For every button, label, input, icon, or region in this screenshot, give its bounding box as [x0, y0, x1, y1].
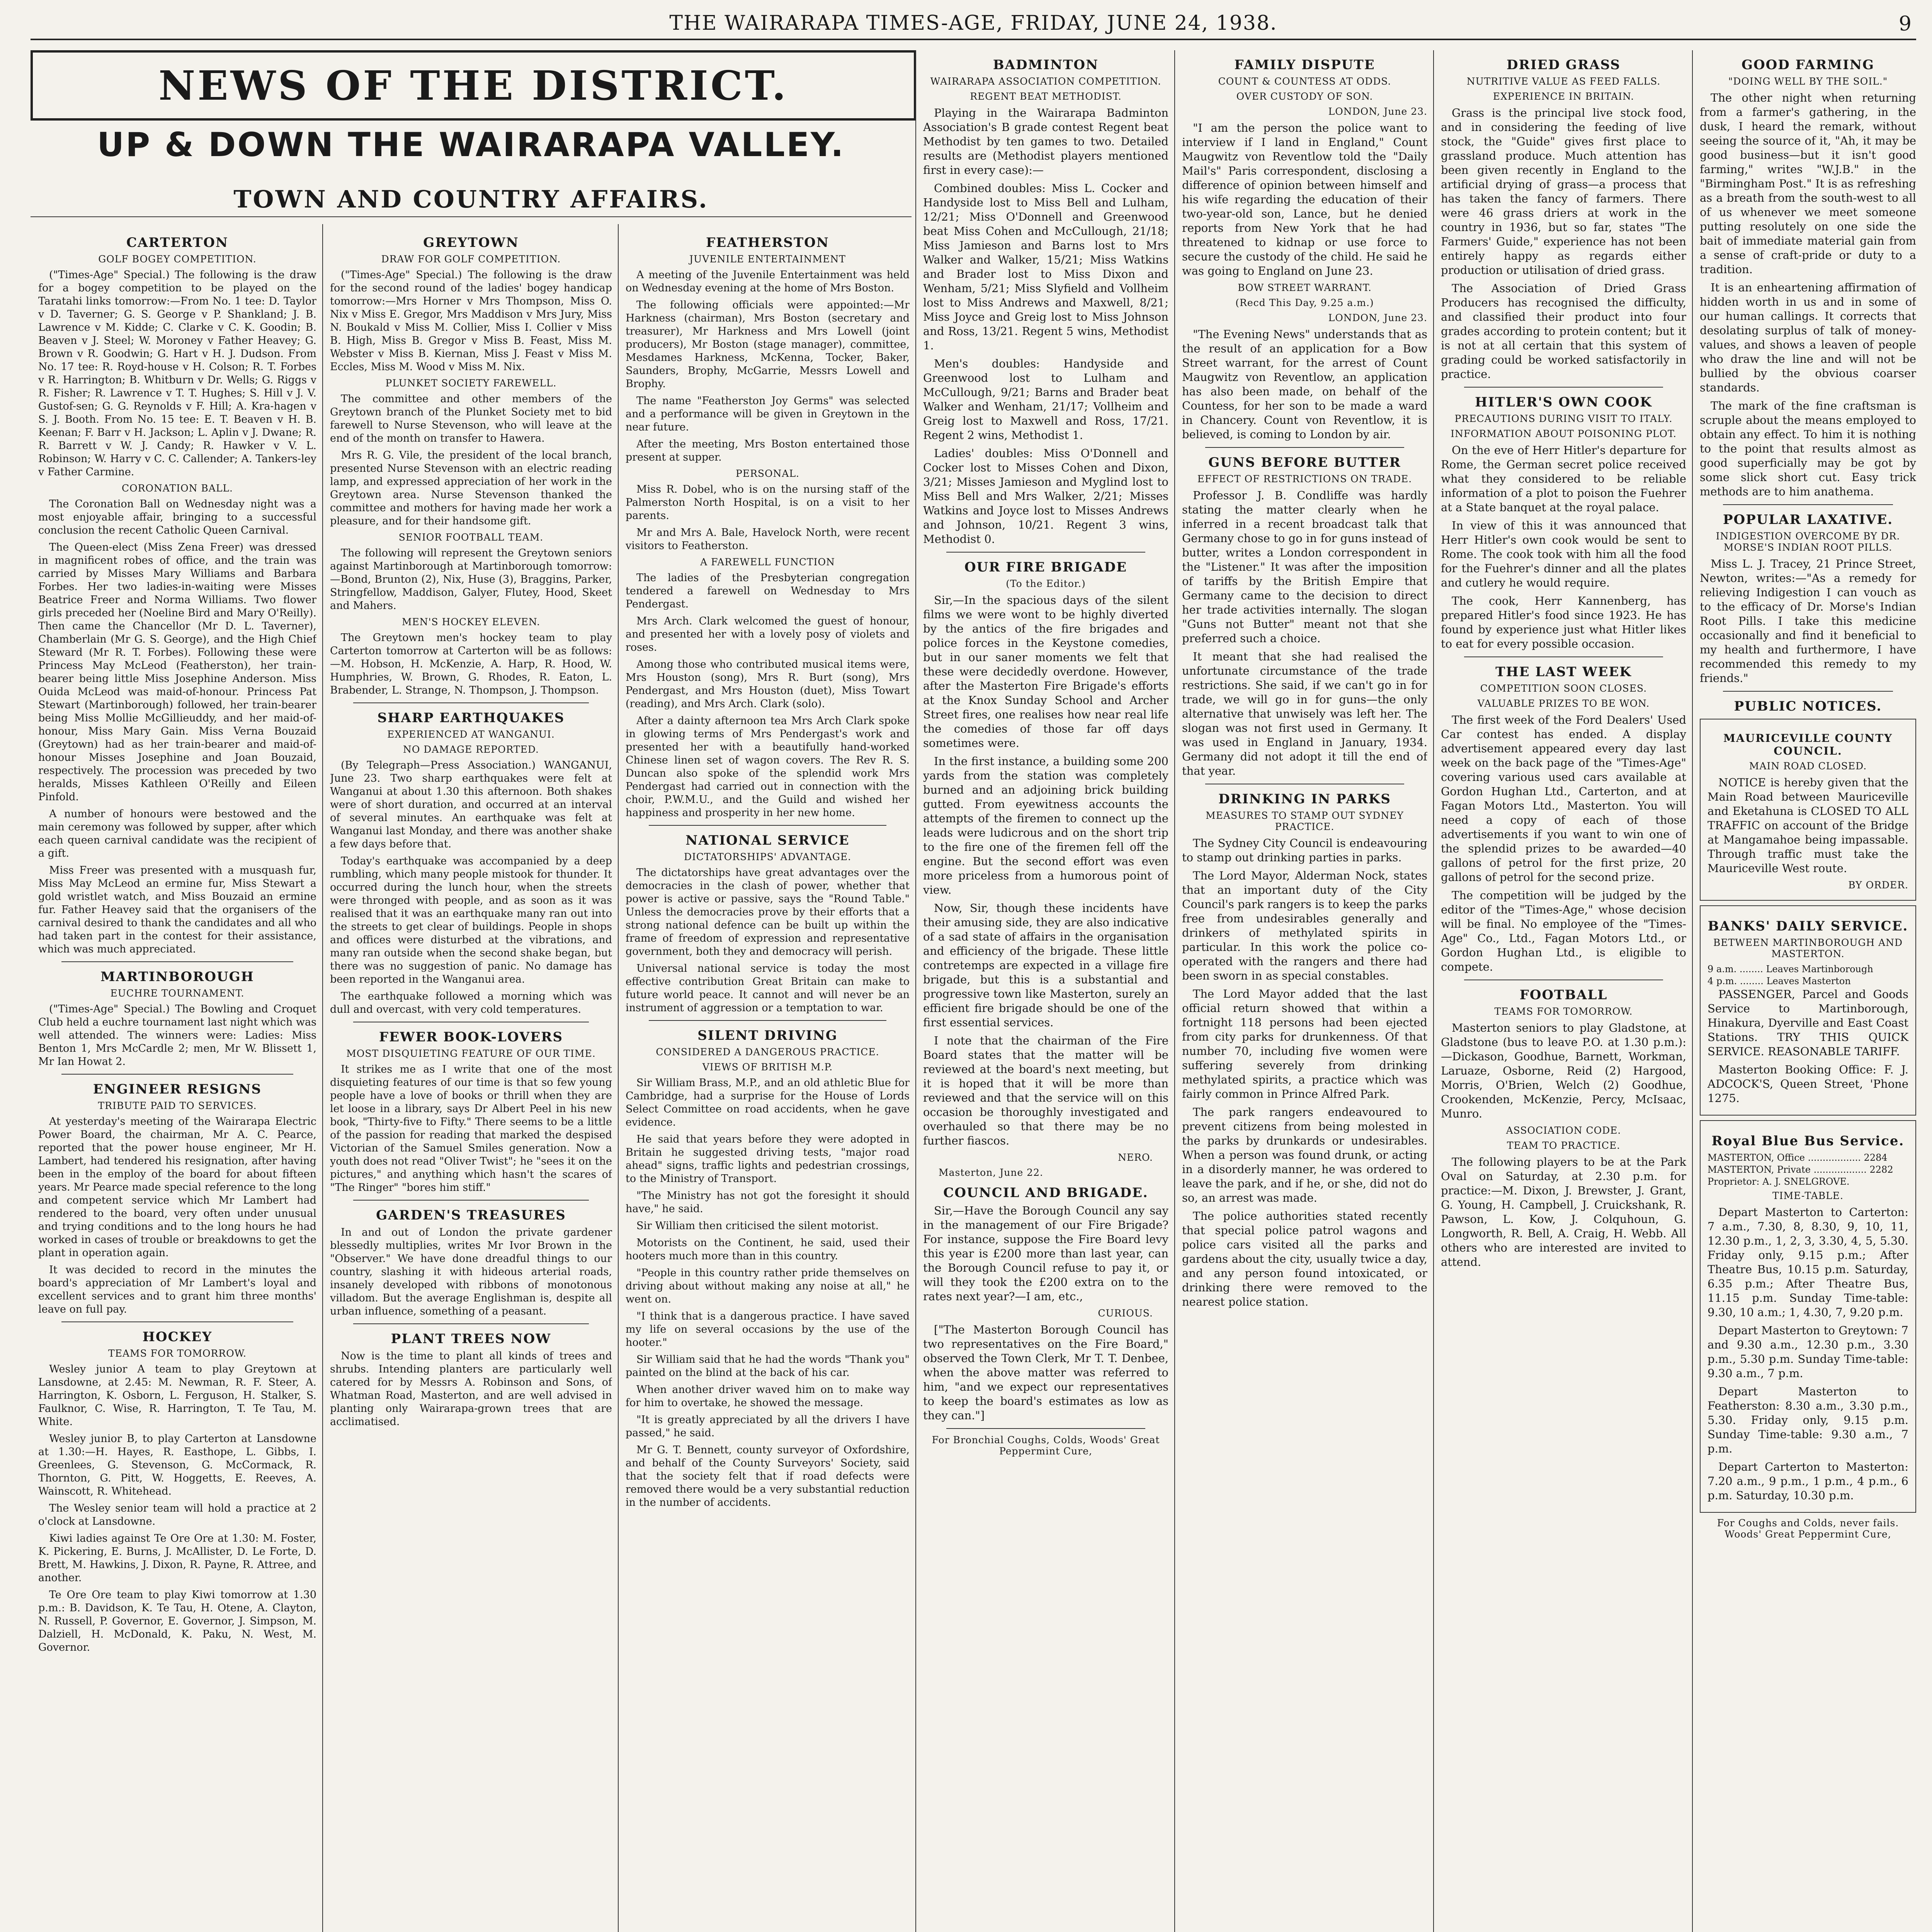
tribute-subheading: TRIBUTE PAID TO SERVICES. [98, 1100, 257, 1111]
article-paragraph: Sir William then criticised the silent motorist. [636, 1220, 879, 1232]
restrictions-subheading: EFFECT OF RESTRICTIONS ON TRADE. [1197, 473, 1412, 485]
national-service-heading: NATIONAL SERVICE [685, 833, 850, 848]
column-carterton [38, 228, 316, 1932]
juvenile-subheading: JUVENILE ENTERTAINMENT [689, 253, 846, 265]
article-paragraph: ["The Masterton Borough Council has two representatives on the Fire Board," observed the Town Clerk, Mr T. T. Denbee, when the above matter was referred to him, "and we expect our representatives to keep the board's estimates as low as they can."] [923, 1323, 1168, 1422]
signature-curious: CURIOUS. [1098, 1308, 1153, 1319]
regent-subheading: REGENT BEAT METHODIST. [970, 91, 1122, 102]
article-paragraph: Today's earthquake was accompanied by a deep rumbling, which many people mistook for thunder. It occurred during the lunch hour, when the streets were thronged with people, and as soon as it was realised that it was an earthquake many ran out into the streets to get clear of buildings. People in shops and offices were disturbed at the vibrations, and many ran outside when the second shake began, but there was no suggestion of panic. No damage has been reported in the Wanganui area. [330, 855, 612, 985]
column-badminton [923, 50, 1168, 1932]
dateline: Masterton, June 22. [939, 1167, 1043, 1178]
indigestion-subheading: INDIGESTION OVERCOME BY DR. MORSE'S INDIAN ROOT PILLS. [1716, 531, 1900, 553]
engineer-heading: ENGINEER RESIGNS [93, 1082, 262, 1097]
notice-text: NOTICE is hereby given that the Main Road between Mauriceville and Eketahuna is CLOSED TO ALL TRAFFIC on account of the Bridge at Mangamahoe being impassable. Through traffic must take the Mauriceville West route. [1708, 776, 1908, 875]
article-paragraph: Among those who contributed musical items were, Mrs Houston (song), Mrs R. Burt (song), Mrs Pendergast, and Mrs Houston (duet), Miss Towart (reading), and Mrs Arch. Clark (solo). [626, 658, 910, 710]
book-lovers-heading: FEWER BOOK-LOVERS [379, 1029, 563, 1045]
article-paragraph: The earthquake followed a morning which was dull and overcast, with very cold temperatures. [330, 990, 612, 1015]
golf-subheading: GOLF BOGEY COMPETITION. [98, 253, 257, 265]
article-paragraph: Sir,—Have the Borough Council any say in the management of our Fire Brigade? For instance, suppose the Fire Board levy this year is £200 more than last year, can the Borough Council refuse to pay it, or will they took the £200 extra on to the rates next year?—I am, etc., [923, 1204, 1168, 1303]
to-editor-note: (To the Editor.) [1006, 578, 1086, 589]
article-paragraph: Miss Freer was presented with a musquash fur, Miss May McLeod an ermine fur, Miss Stewart a gold wristlet watch, and Miss Bouzaid an ermine fur. Father Heavey said that the organisers of the carnival desired to thank the candidates and all who had taken part in the contest for their assistance, which was much appreciated. [38, 864, 316, 955]
article-paragraph: The Lord Mayor, Alderman Nock, states that an important duty of the City Council's park rangers is to keep the parks free from undesirables generally and drinkers of methylated spirits in particular. In this work the police co-operated with the rangers and there had been sworn in as special constables. [1182, 869, 1427, 982]
section-rule [1723, 691, 1893, 692]
article-paragraph: In and out of London the private gardener blessedly multiplies, writes Mr Ivor Brown in the "Observer." We have done dreadful things to our country, slashing it with hideous arterial roads, insanely developed with ribbons of monotonous villadom. But the average Englishman is, despite all urban influence, something of a peasant. [330, 1226, 612, 1317]
article-paragraph: The first week of the Ford Dealers' Used Car contest has ended. A display advertisement appeared every day last week on the back page of the "Times-Age" covering various used cars available at Gordon Hughan Ltd., Carterton, and at Fagan Motors Ltd., Masterton. You will need a copy of each of those advertisements if you want to win one of the splendid prizes to be awarded—40 gallons of petrol for the first prize, 20 gallons of petrol for the second prize. [1441, 713, 1686, 884]
featherston-heading: FEATHERSTON [706, 235, 829, 250]
article-paragraph: Now, Sir, though these incidents have their amusing side, they are also indicative of a sad state of affairs in the organisation and efficiency of the brigade. These little contretemps are expected in a village fire brigade, but this is a substantial and progressive town like Masterton, surely an efficient fire brigade should be one of the first essential services. [923, 901, 1168, 1029]
farewell-subheading: A FAREWELL FUNCTION [700, 556, 835, 568]
royal-blue-box [1700, 1120, 1916, 1513]
article-paragraph: A number of honours were bestowed and the main ceremony was followed by supper, after which each queen carnival candidate was the recipient of a gift. [38, 808, 316, 859]
dangerous-subheading: CONSIDERED A DANGEROUS PRACTICE. [656, 1046, 879, 1058]
article-paragraph: Kiwi ladies against Te Ore Ore at 1.30: M. Foster, K. Pickering, E. Burns, J. McAllister, D. Le Forte, D. Brett, M. Hawkins, J. Dixon, R. Payne, R. Attree, and another. [38, 1532, 316, 1584]
council-heading: MAURICEVILLE COUNTY COUNCIL. [1723, 732, 1893, 757]
laxative-heading: POPULAR LAXATIVE. [1723, 512, 1893, 527]
up-and-down-banner: UP & DOWN THE WAIRARAPA VALLEY. [97, 126, 845, 164]
article-paragraph: Sir William Brass, M.P., and an old athletic Blue for Cambridge, had a surprise for the House of Lords Select Committee on road accidents, when he gave evidence. [626, 1077, 910, 1128]
article-paragraph: The Sydney City Council is endeavouring to stamp out drinking parties in parks. [1182, 837, 1427, 864]
earthquake-heading: SHARP EARTHQUAKES [377, 710, 565, 726]
section-rule [946, 1428, 1145, 1429]
column-family-dispute [1182, 50, 1427, 1932]
golf-draw-text: ("Times-Age" Special.) The following is the draw for a bogey competition to be played on the Taratahi links tomorrow:—From No. 1 tee: D. Taylor v D. Taverner; G. S. George v P. Shankland; J. B. Lawrence v M. Kidde; C. Clarke v C. K. Goodin; B. Beaven v J. Steel; W. Moroney v Father Heavey; G. Brown v R. Goodwin; G. Hart v H. J. Dudson. From No. 17 tee: R. Royd-house v H. Colson; R. T. Forbes v R. Harrington; B. Whitburn v Dr. Wells; G. Riggs v R. Fisher; R. Lawrence v T. T. Hughes; S. Hill v J. V. Gustof-sen; G. G. Reynolds v F. Hill; A. Kra-hagen v S. J. Booth. From No. 15 tee: E. T. Beaven v H. B. Keenan; F. Barr v H. Jackson; L. Aplin v J. Dwane; R. R. Barrett v W. J. Candy; R. Hawker v V. L. Robinson; W. Harry v C. C. Callender; A. Tankers-ley v Father Carmine. [38, 269, 316, 478]
wanganui-subheading: EXPERIENCED AT WANGANUI. [387, 729, 555, 740]
dateline: LONDON, June 23. [1328, 106, 1427, 117]
warrant-subheading: BOW STREET WARRANT. [1238, 282, 1372, 293]
practice-subheading: TEAM TO PRACTICE. [1507, 1140, 1621, 1151]
article-paragraph: Men's doubles: Handyside and Greenwood lost to Lulham and McCullough, 9/21; Barns and Brader beat Walker and Wenham, 21/17; Vollheim and Greig lost to Maxwell and Ross, 17/21. Regent 2 wins, Methodist 1. [923, 357, 1168, 442]
section-rule [1464, 656, 1663, 657]
article-paragraph: It was decided to record in the minutes the board's appreciation of Mr Lambert's loyal and excellent services and to grant him three months' leave on full pay. [38, 1264, 316, 1315]
section-rule [1464, 387, 1663, 388]
route-subheading: BETWEEN MARTINBOROUGH AND MASTERTON. [1713, 937, 1903, 959]
plunket-subheading: PLUNKET SOCIETY FAREWELL. [385, 378, 557, 389]
road-closed-subheading: MAIN ROAD CLOSED. [1749, 760, 1867, 772]
article-paragraph: The other night when returning from a farmer's gathering, in the dusk, I heard the remark, without seeing the source of it, "Ah, it may be good business—but it isn't good farming," writes "W.J.B." in the "Birmingham Post." It is as refreshing as a breath from the south-west to all of us whenever we meet someone putting resolutely on one side the bait of immediate material gain from a sense of craft-pride or duty to a tradition. [1700, 91, 1916, 276]
article-paragraph: Wesley junior B, to play Carterton at Lansdowne at 1.30:—H. Hayes, R. Easthope, L. Gibbs, I. Greenlees, G. Stevenson, G. McCormack, R. Thornton, G. Pitt, W. Hoggetts, E. Reeves, A. Wainscott, R. Whitehead. [38, 1433, 316, 1497]
section-rule [649, 1020, 886, 1021]
masthead-title: THE WAIRARAPA TIMES-AGE, FRIDAY, JUNE 24, 1938. [669, 12, 1277, 35]
article-paragraph: "I am the person the police want to interview if I land in England," Count Maugwitz von Reventlow told the "Daily Mail's" Paris correspondent, disclosing a difference of opinion between himself and his wife regarding the education of their two-year-old son, Lance, but he denied reports from New York that he had threatened to kidnap or use force to secure the custody of the child. He said he was going to England on June 23. [1182, 121, 1427, 277]
column-good-farming [1700, 50, 1916, 1932]
article-paragraph: Miss L. J. Tracey, 21 Prince Street, Newton, writes:—"As a remedy for relieving Indigestion I can vouch as to the efficacy of Dr. Morse's Indian Root Pills. I take this medicine occasionally and find it beneficial to my health and furthermore, I have recommended this remedy to my friends." [1700, 557, 1916, 685]
column-divider [915, 50, 916, 1932]
phone-line: MASTERTON, Office .................. 2284 [1708, 1152, 1888, 1163]
article-paragraph: Playing in the Wairarapa Badminton Association's B grade contest Regent beat Methodist by ten games to two. Detailed results are (Methodist players mentioned first in every case):— [923, 106, 1168, 177]
section-rule [61, 1074, 293, 1075]
column-divider [322, 224, 323, 1932]
mens-hockey-subheading: MEN'S HOCKEY ELEVEN. [401, 616, 541, 628]
article-paragraph: He said that years before they were adopted in Britain he suggested driving tests, "major road ahead" signs, traffic lights and pedestrian crossings, to the Ministry of Transport. [626, 1133, 910, 1185]
article-paragraph: It meant that she had realised the unfortunate circumstance of the trade restrictions. She said, if we can't go in for trade, we will go in for guns—the only alternative that unwisely was left her. The slogan was not first used in Germany. It was used in England in January, 1934. Germany did not adopt it till the end of that year. [1182, 650, 1427, 777]
euchre-subheading: EUCHRE TOURNAMENT. [110, 988, 245, 999]
public-notices-heading: PUBLIC NOTICES. [1734, 699, 1882, 714]
article-paragraph: After the meeting, Mrs Boston entertained those present at supper. [626, 438, 910, 463]
by-order: BY ORDER. [1848, 879, 1908, 891]
notice-box [1700, 719, 1916, 901]
last-week-heading: THE LAST WEEK [1495, 664, 1632, 680]
article-paragraph: The Greytown men's hockey team to play Carterton tomorrow at Carterton will be as follows:—M. Hobson, H. McKenzie, A. Harp, R. Hood, W. Humphries, W. Brown, G. Rhodes, R. Eaton, L. Brabender, L. Strange, N. Thompson, J. Thompson. [330, 632, 612, 696]
article-paragraph: The Lord Mayor added that the last official return showed that within a fortnight 118 persons had been ejected from city parks for drunkenness. Of that number 70, including five women were suffering severely from drinking methylated spirits, a practice which was fairly common in Prince Alfred Park. [1182, 987, 1427, 1100]
article-paragraph: Mrs R. G. Vile, the president of the local branch, presented Nurse Stevenson with an electric reading lamp, and expressed appreciation of her work in the Greytown area. Nurse Stevenson thanked the committee and mothers for having made her work a pleasure, and for their handsome gift. [330, 449, 612, 527]
article-paragraph: The park rangers endeavoured to prevent citizens from being molested in the parks by drunkards or undesirables. When a person was found drunk, or acting in a disorderly manner, he was ordered to leave the park, and if he, or she, did not do so, an arrest was made. [1182, 1105, 1427, 1204]
article-paragraph: It is an enheartening affirmation of hidden worth in us and in some of our human callings. It corrects that desolating surplus of talk of money-values, and shows a leaven of people who draw the line and will not be bullied by the obvious coarser standards. [1700, 281, 1916, 394]
dried-grass-heading: DRIED GRASS [1507, 57, 1621, 73]
article-paragraph: The Coronation Ball on Wednesday night was a most enjoyable affair, bringing to a successful conclusion the recent Catholic Queen Carnival. [38, 498, 316, 536]
drinking-parks-heading: DRINKING IN PARKS [1218, 791, 1391, 807]
article-paragraph: The mark of the fine craftsman is scruple about the means employed to obtain any effect. To him it is nothing to the point that results almost as good superficially may be got by some slick short cut. Easy trick methods are to him anathema. [1700, 399, 1916, 498]
article-paragraph: Sir,—In the spacious days of the silent films we were wont to be highly diverted by the antics of the fire brigades and police forces in the Keystone comedies, but in our saner moments we felt that these were decidedly overdone. However, after the Masterton Fire Brigade's efforts at the Knox Sunday School and Archer Street fires, one realises how near real life the comedies of those far off days sometimes were. [923, 594, 1168, 750]
section-rule [353, 702, 589, 703]
hitler-cook-heading: HITLER'S OWN COOK [1475, 395, 1652, 410]
article-paragraph: After a dainty afternoon tea Mrs Arch Clark spoke in glowing terms of Mrs Pendergast's work and presented her with a beautifully hand-worked Chinese linen set of wagon covers. The Rev R. S. Duncan also spoke of the splendid work Mrs Pendergast had carried out in connection with the choir, P.W.M.U., and the Guild and wished her happiness and prosperity in her new home. [626, 715, 910, 819]
article-paragraph: On the eve of Herr Hitler's departure for Rome, the German secret police received what they considered to be reliable information of a plot to poison the Fuehrer at a State banquet at the royal palace. [1441, 444, 1686, 514]
section-rule [353, 1323, 589, 1324]
timetable-subheading: TIME-TABLE. [1772, 1190, 1844, 1201]
article-paragraph: Universal national service is today the most effective contribution Great Britain can make to future world peace. It cannot and will never be an instrument of aggression or a temptation to war. [626, 963, 910, 1014]
timetable-text: Depart Masterton to Carterton: 7 a.m., 7.30, 8, 8.30, 9, 10, 11, 12.30 p.m., 1, 2, 3, 3.30, 4, 5, 5.30. Friday only, 9.15 p.m.; After Theatre Bus, 10.15 p.m. Saturday, 6.35 p.m.; After Theatre Bus, 11.15 p.m. Sunday Time-table: 9.30, 10 a.m.; 1, 4.30, 7, 9.20 p.m. [1708, 1206, 1908, 1319]
article-paragraph: The Wesley senior team will hold a practice at 2 o'clock at Lansdowne. [38, 1502, 316, 1527]
article-paragraph: The committee and other members of the Greytown branch of the Plunket Society met to bid farewell to Nurse Stevenson, who will leave at the end of the month on transfer to Hawera. [330, 393, 612, 444]
article-paragraph: At yesterday's meeting of the Wairarapa Electric Power Board, the chairman, Mr A. C. Pearce, reported that the power house engineer, Mr H. Lambert, had tendered his resignation, after having been in the employ of the board for about fifteen years. Mr Pearce made special reference to the long and competent service which Mr Lambert had rendered to the board, very often under unusual and trying conditions and to the long hours he had worked in cases of trouble or breakdowns to get the plant in operation again. [38, 1116, 316, 1259]
article-paragraph: The following officials were appointed:—Mr Harkness (chairman), Mrs Boston (secretary and treasurer), Mr Harkness and Mrs Lowell (joint producers), Mr Boston (stage manager), committee, Mesdames Harkness, McKenna, Tocker, Baker, Saunders, Brophy, McGarrie, Messrs Lowell and Brophy. [626, 299, 910, 390]
draw-subheading: DRAW FOR GOLF COMPETITION. [381, 253, 561, 265]
hockey-heading: HOCKEY [142, 1329, 213, 1345]
proprietor-line: Proprietor: A. J. SNELGROVE. [1708, 1176, 1850, 1187]
article-paragraph: The following players to be at the Park Oval on Saturday, at 2.30 p.m. for practice:—M. Dixon, J. Brewster, J. Grant, G. Young, H. Campbell, J. Cruickshank, R. Pawson, L. Kow, J. Colquhoun, G. Longworth, R. Bell, A. Craig, H. Webb. All others who are interested are invited to attend. [1441, 1155, 1686, 1269]
timetable-line: 9 a.m. ........ Leaves Martinborough [1708, 964, 1873, 975]
column-divider [1692, 50, 1693, 1932]
article-paragraph: It strikes me as I write that one of the most disquieting features of our time is that so few young people have a love of books or thrill when they are let loose in a library, says Dr Albert Peel in his new book, "Thirty-five to Fifty." There seems to be a little of the passion for reading that marked the despised Victorian of the Samuel Smiles generation. Now a youth does not read "Oliver Twist"; he "sees it on the pictures," and anything which hasn't the scares of "The Ringer" "bores him stiff." [330, 1063, 612, 1194]
section-rule [946, 552, 1145, 553]
column-dried-grass [1441, 50, 1686, 1932]
precautions-subheading: PRECAUTIONS DURING VISIT TO ITALY. [1454, 413, 1673, 424]
personal-subheading: PERSONAL. [736, 468, 799, 479]
article-paragraph: Miss R. Dobel, who is on the nursing staff of the Palmerston North Hospital, is on a visit to her parents. [626, 483, 910, 522]
teams-subheading: TEAMS FOR TOMORROW. [108, 1348, 247, 1359]
article-paragraph: The ladies of the Presbyterian congregation tendered a farewell on Wednesday to Mrs Pendergast. [626, 572, 910, 610]
town-country-banner: TOWN AND COUNTRY AFFAIRS. [31, 182, 912, 217]
article-paragraph: The Association of Dried Grass Producers has recognised the difficulty, and classified their product into four grades according to protein content; but it is not at all certain that this system of grading could be worked satisfactorily in practice. [1441, 282, 1686, 381]
doing-well-subheading: "DOING WELL BY THE SOIL." [1728, 76, 1888, 87]
timetable-text: Depart Masterton to Greytown: 7 and 9.30 a.m., 12.30 p.m., 3.30 p.m., 5.30 p.m. Sunday Time-table: 9.30 a.m., 7 p.m. [1708, 1324, 1908, 1380]
silent-driving-heading: SILENT DRIVING [697, 1028, 838, 1043]
service-text: PASSENGER, Parcel and Goods Service to Martinborough, Hinakura, Dyerville and East Coast Stations. TRY THIS QUICK SERVICE. REASONABLE TARIFF. [1708, 988, 1908, 1058]
booking-text: Masterton Booking Office: F. J. ADCOCK'S, Queen Street, 'Phone 1275. [1708, 1063, 1908, 1105]
badminton-heading: BADMINTON [993, 57, 1099, 73]
page-number: 9 [1898, 12, 1912, 36]
article-paragraph: Grass is the principal live stock food, and in considering the feeding of live stock, the "Guide" gives first place to grassland produce. Much attention has been given recently in England to the artificial drying of grass—a process that has taken the fancy of farmers. There were 46 grass driers at work in the country in 1936, but so far, states "The Farmers' Guide," experience has not been entirely happy as regards either production or utilisation of dried grass. [1441, 106, 1686, 277]
prizes-subheading: VALUABLE PRIZES TO BE WON. [1477, 698, 1650, 709]
competition-subheading: COMPETITION SOON CLOSES. [1480, 683, 1647, 694]
article-paragraph: Te Ore Ore team to play Kiwi tomorrow at 1.30 p.m.: B. Davidson, K. Te Tau, H. Otene, A. Clayton, N. Russell, P. Governor, E. Governor, J. Simpson, M. Dalziell, H. McDonald, K. Paku, N. West, M. Governor. [38, 1589, 316, 1653]
section-rule [649, 825, 886, 826]
article-paragraph: The cook, Herr Kannenberg, has prepared Hitler's food since 1923. He has found by experience just what Hitler likes to eat for every possible occasion. [1441, 594, 1686, 650]
article-paragraph: Professor J. B. Condliffe was hardly stating the matter clearly when he inferred in a recent broadcast talk that Germany chose to go in for guns instead of butter, writes a London correspondent in the "Listener." It was after the imposition of tariffs by the British Empire that Germany came to the decision to direct her trade activities internally. The slogan "Guns not Butter" meant not that she preferred such a choice. [1182, 489, 1427, 645]
timetable-text: Depart Masterton to Featherston: 8.30 a.m., 3.30 p.m., 5.30. Friday only, 9.15 p.m. Sunday Time-table: 9.30 a.m., 7 p.m. [1708, 1385, 1908, 1455]
column-divider [618, 224, 619, 1932]
article-paragraph: Now is the time to plant all kinds of trees and shrubs. Intending planters are particularly well catered for by Messrs A. Robinson and Sons, of Whatman Road, Masterton, and are well advised in planting only Wairarapa-grown trees that are acclimatised. [330, 1350, 612, 1428]
count-subheading: COUNT & COUNTESS AT ODDS. [1218, 76, 1391, 87]
article-paragraph: Mr G. T. Bennett, county surveyor of Oxfordshire, and behalf of the County Surveyors' Society, said that the society felt that if road defects were removed there would be a very substantial reduction in the number of accidents. [626, 1444, 910, 1509]
nutritive-subheading: NUTRITIVE VALUE AS FEED FALLS. [1466, 76, 1661, 87]
article-paragraph: Mr and Mrs A. Bale, Havelock North, were recent visitors to Featherston. [626, 527, 910, 552]
article-paragraph: When another driver waved him on to make way for him to overtake, he showed the message. [626, 1384, 910, 1409]
article-paragraph: Ladies' doubles: Miss O'Donnell and Cocker lost to Misses Cohen and Dixon, 3/21; Misses Jamieson and Myglind lost to Miss Bell and Mrs Walker, 2/21; Misses Watkins and Joyce lost to Misses Andrews and Johnson, 10/21. Regent 3 wins, Methodist 0. [923, 447, 1168, 546]
article-paragraph: Mrs Arch. Clark welcomed the guest of honour, and presented her with a lovely posy of violets and roses. [626, 615, 910, 653]
article-paragraph: "It is greatly appreciated by all the drivers I have passed," he said. [626, 1414, 910, 1439]
football-heading: FOOTBALL [1519, 987, 1608, 1003]
association-code-subheading: ASSOCIATION CODE. [1506, 1125, 1621, 1136]
news-of-district-banner: NEWS OF THE DISTRICT. [31, 50, 916, 121]
football-subheading: SENIOR FOOTBALL TEAM. [398, 532, 544, 543]
cough-cure-ad: For Coughs and Colds, never fails. Woods' Great Peppermint Cure, [1717, 1517, 1899, 1540]
article-paragraph: A meeting of the Juvenile Entertainment was held on Wednesday evening at the home of Mrs Boston. [626, 269, 910, 294]
section-rule [353, 1200, 589, 1201]
council-brigade-heading: COUNCIL AND BRIGADE. [943, 1185, 1148, 1201]
disquieting-subheading: MOST DISQUIETING FEATURE OF OUR TIME. [346, 1048, 596, 1059]
article-paragraph: The competition will be judged by the editor of the "Times-Age," whose decision will be final. No employee of the "Times-Age" Co., Ltd., Fagan Motors Ltd., or Gordon Hughan Ltd., is eligible to compete. [1441, 889, 1686, 973]
article-paragraph: The following will represent the Greytown seniors against Martinborough at Martinborough tomorrow:—Bond, Brunton (2), Nix, Huse (3), Braggins, Parker, Stringfellow, Maddison, Galyer, Flutey, Hood, Skeet and Mahers. [330, 547, 612, 612]
article-paragraph: I note that the chairman of the Fire Board states that the matter will be reviewed at the board's next meeting, but it is hoped that it will be more than reviewed and that the service will on this occasion be thoroughly investigated and overhauled so that there may be no further fiascos. [923, 1034, 1168, 1147]
family-dispute-heading: FAMILY DISPUTE [1234, 57, 1375, 73]
received-note: (Recd This Day, 9.25 a.m.) [1235, 297, 1374, 308]
article-paragraph: "I think that is a dangerous practice. I have saved my life on several occasions by the use of the hooter." [626, 1310, 910, 1349]
timetable-text: Depart Carterton to Masterton: 7.20 a.m., 9 p.m., 1 p.m., 4 p.m., 6 p.m. Saturday, 10.30 p.m. [1708, 1460, 1908, 1502]
garden-heading: GARDEN'S TREASURES [376, 1208, 566, 1223]
signature-nero: NERO. [1118, 1152, 1153, 1163]
section-rule [61, 961, 293, 962]
good-farming-heading: GOOD FARMING [1741, 57, 1875, 73]
article-paragraph: Combined doubles: Miss L. Cocker and Handyside lost to Miss Bell and Lulham, 12/21; Miss O'Donnell and Greenwood beat Miss Cohen and McCullough, 21/18; Miss Jamieson and Barns lost to Mrs Walker and Walker, 15/21; Miss Watkins and Brader lost to Miss Dixon and Wenham, 5/21; Miss Slyfield and Vollheim lost to Miss Andrews and Maxwell, 8/21; Miss Joyce and Greig lost to Miss Johnson and Ross, 13/21. Regent 5 wins, Methodist 1. [923, 182, 1168, 352]
ball-subheading: CORONATION BALL. [122, 483, 233, 494]
masthead [31, 8, 1916, 40]
association-subheading: WAIRARAPA ASSOCIATION COMPETITION. [930, 76, 1162, 87]
article-paragraph: In view of this it was announced that Herr Hitler's own cook would be sent to Rome. The cook took with him all the food for the Fuehrer's dinner and all the plates and cutlery he would require. [1441, 519, 1686, 589]
article-paragraph: In the first instance, a building some 200 yards from the station was completely burned and an adjoining brick building gutted. From eyewitness accounts the attempts of the firemen to connect up the leads were ludicrous and on the short trip to the fire one of the firemen fell off the engine. But the second effort was even more priceless from a humorous point of view. [923, 755, 1168, 896]
phone-line: MASTERTON, Private .................. 2282 [1708, 1164, 1893, 1175]
guns-butter-heading: GUNS BEFORE BUTTER [1208, 455, 1401, 470]
custody-subheading: OVER CUSTODY OF SON. [1236, 91, 1373, 102]
article-paragraph: Sir William said that he had the words "Thank you" painted on the blind at the back of his car. [626, 1354, 910, 1379]
section-rule [61, 1321, 293, 1322]
section-rule [1205, 447, 1404, 448]
dictatorships-subheading: DICTATORSHIPS' ADVANTAGE. [684, 851, 852, 862]
article-paragraph: Motorists on the Continent, he said, used their hooters much more than in this country. [626, 1237, 910, 1262]
article-paragraph: The police authorities stated recently that special police patrol wagons and police cars visited all the parks and gardens about the city, usually twice a day, and any person found intoxicated, or drinking there were removed to the nearest police station. [1182, 1209, 1427, 1308]
royal-blue-heading: Royal Blue Bus Service. [1711, 1133, 1905, 1149]
column-divider [1433, 50, 1434, 1932]
article-paragraph: "The Ministry has not got the foresight it should have," he said. [626, 1190, 910, 1215]
newspaper-page [31, 8, 1916, 1932]
greytown-heading: GREYTOWN [423, 235, 519, 250]
fire-brigade-heading: OUR FIRE BRIGADE [964, 560, 1128, 575]
article-paragraph: "The Evening News" understands that as the result of an application for a Bow Street warrant, for the arrest of Count Maugwitz von Reventlow, an application has also been made, on behalf of the Countess, for her son to be made a ward in Chancery. Count von Reventlow, it is believed, is coming to London by air. [1182, 328, 1427, 441]
poisoning-subheading: INFORMATION ABOUT POISONING PLOT. [1451, 428, 1677, 439]
article-paragraph: The Queen-elect (Miss Zena Freer) was dressed in magnificent robes of office, and the train was carried by Misses Mary Williams and Barbara Forbes. Her two ladies-in-waiting were Misses Beatrice Freer and Norma Williams. Two flower girls preceded her (Noeline Bird and Mary O'Reilly). Then came the Chancellor (Mr D. L. Taverner), Chamberlain (Mr G. S. George), and the High Chief Steward (Mr R. T. Forbes). Following these were Princess May McLeod (Featherston), her train-bearer being little Miss Josephine Anderson. Miss Ouida McLeod was maid-of-honour. Princess Pat Stewart (Martinborough) followed, her train-bearer being Miss Mollie McGillieuddy, and her maid-of-honour, Miss Mary Gain. Miss Verna Bouzaid (Greytown) had as her train-bearer and maid-of-honour Misses Josephine and Joan Bouzaid, respectively. The procession was preceded by two heralds, Misses Kathleen O'Reilly and Eileen Pinfold. [38, 541, 316, 803]
britain-subheading: EXPERIENCE IN BRITAIN. [1493, 91, 1634, 102]
no-damage-subheading: NO DAMAGE REPORTED. [403, 744, 539, 755]
banks-service-heading: BANKS' DAILY SERVICE. [1708, 918, 1908, 934]
column-featherston [626, 228, 910, 1932]
views-subheading: VIEWS OF BRITISH M.P. [702, 1061, 833, 1073]
cough-cure-ad: For Bronchial Coughs, Colds, Woods' Great Peppermint Cure, [932, 1434, 1160, 1457]
dateline: LONDON, June 23. [1328, 312, 1427, 323]
carterton-heading: CARTERTON [126, 235, 228, 250]
article-paragraph: The name "Featherston Joy Germs" was selected and a performance will be given in Greytown in the near future. [626, 395, 910, 433]
sydney-subheading: MEASURES TO STAMP OUT SYDNEY PRACTICE. [1206, 810, 1404, 832]
section-rule [1723, 504, 1893, 505]
article-paragraph: "People in this country rather pride themselves on driving about without making any noise at all," he went on. [626, 1267, 910, 1305]
article-paragraph: ("Times-Age" Special.) The Bowling and Croquet Club held a euchre tournament last night which was well attended. The winners were: Ladies: Miss Benton 1, Mrs McCardle 2; men, Mr W. Blissett 1, Mr Ian Howat 2. [38, 1003, 316, 1068]
article-paragraph: (By Telegraph—Press Association.) WANGANUI, June 23. Two sharp earthquakes were felt at Wanganui at about 1.30 this afternoon. Both shakes were of short duration, and occurred at an interval of several minutes. An earthquake was felt at Wanganui last Monday, and there was another shake a few days before that. [330, 759, 612, 850]
timetable-line: 4 p.m. ........ Leaves Masterton [1708, 976, 1851, 986]
plant-trees-heading: PLANT TREES NOW [391, 1331, 551, 1347]
teams-subheading: TEAMS FOR TOMORROW. [1494, 1006, 1633, 1017]
article-paragraph: Masterton seniors to play Gladstone, at Gladstone (bus to leave P.O. at 1.30 p.m.):—Dickason, Goodhue, Barnett, Workman, Laruaze, Osborne, Reid (2) Hargood, Morris, O'Brien, Welch (2) Goodhue, Crookenden, McKenzie, Percy, McIsaac, Munro. [1441, 1021, 1686, 1120]
martinborough-heading: MARTINBOROUGH [100, 969, 254, 985]
bus-service-box [1700, 905, 1916, 1116]
article-paragraph: The dictatorships have great advantages over the democracies in the clash of power, whether that power is active or passive, says the "Round Table." Unless the democracies prove by their efforts that a strong national defence can be built up within the frame of freedom of expression and representative government, both they and democracy will perish. [626, 867, 910, 957]
article-paragraph: ("Times-Age" Special.) The following is the draw for the second round of the ladies' bogey handicap tomorrow:—Mrs Horner v Mrs Thompson, Miss O. Nix v Miss E. Gregor, Mrs Maddison v Mrs Jury, Miss N. Boukald v Miss M. Collier, Miss I. Collier v Miss B. High, Miss B. Gregor v Miss B. Feast, Miss M. Webster v Miss B. Kiernan, Miss J. Feast v Miss M. Eccles, Miss M. Wood v Miss M. Nix. [330, 269, 612, 373]
column-divider [1174, 50, 1175, 1932]
column-greytown [330, 228, 612, 1932]
article-paragraph: Wesley junior A team to play Greytown at Lansdowne, at 2.45: M. Newman, R. F. Steer, A. Harrington, K. Osborn, L. Ferguson, H. Stalker, S. Faulknor, C. Wise, R. Harrington, T. Te Tau, M. White. [38, 1363, 316, 1428]
